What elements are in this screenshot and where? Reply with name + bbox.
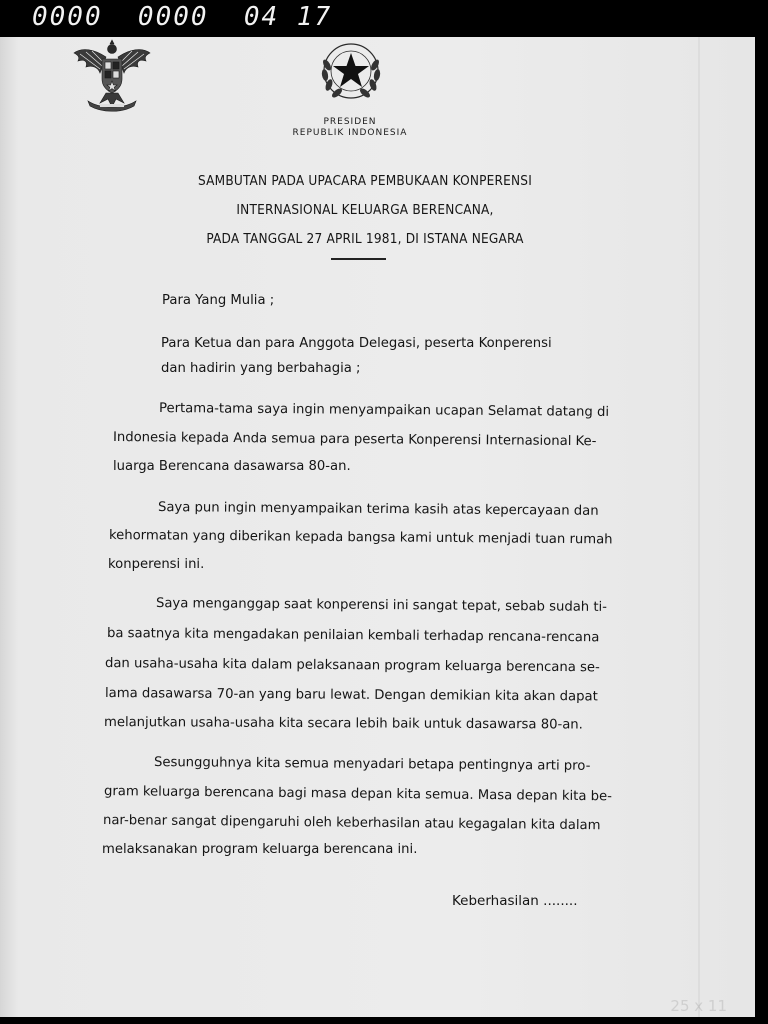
garuda-emblem-icon [70,39,154,113]
paragraph-3-line: melanjutkan usaha-usaha kita secara lebih baik untuk dasawarsa 80-an. [103,715,583,733]
paragraph-2-line: kehormatan yang diberikan kepada bangsa kami untuk menjadi tuan rumah [108,528,613,548]
paragraph-4-line: melaksanakan program keluarga berencana ini. [102,842,418,857]
paragraph-1-line: Pertama-tama saya ingin menyampaikan ucapan Selamat datang di [158,401,610,420]
salutation-line: Para Yang Mulia ; [162,293,275,308]
paragraph-4-line: gram keluarga berencana bagi masa depan kita semua. Masa depan kita be- [103,784,612,805]
seal-caption-republic: REPUBLIK INDONESIA [292,128,408,138]
paragraph-4-line: nar-benar sangat dipengaruhi oleh keberhasilan atau kegagalan kita dalam [102,813,601,834]
presidential-star-emblem-icon [307,39,395,105]
speech-title-line-1: SAMBUTAN PADA UPACARA PEMBUKAAN KONPERENSI [198,173,532,189]
paragraph-1-line: luarga Berencana dasawarsa 80-an. [113,459,351,474]
salutation-line: Para Ketua dan para Anggota Delegasi, peserta Konperensi [161,336,552,351]
speech-title-line-3: PADA TANGGAL 27 APRIL 1981, DI ISTANA NEGARA [206,231,524,247]
paragraph-1-line: Indonesia kepada Anda semua para peserta Konperensi Internasional Ke- [112,430,597,450]
page-continuation-catchword: Keberhasilan ........ [452,893,578,909]
paragraph-2-line: Saya pun ingin menyampaikan terima kasih atas kepercayaan dan [157,500,599,519]
paragraph-3-line: lama dasawarsa 70-an yang baru lewat. Dengan demikian kita akan dapat [104,686,598,705]
paragraph-2-line: konperensi ini. [108,557,205,572]
faint-frame-mark: 25 x 11 [670,997,727,1015]
title-underline-rule [331,258,386,260]
paragraph-3-line: Saya menganggap saat konperensi ini sangat tepat, sebab sudah ti- [155,596,608,615]
paragraph-4-line: Sesungguhnya kita semua menyadari betapa pentingnya arti pro- [153,755,591,774]
salutation-line: dan hadirin yang berbahagia ; [161,361,361,376]
speech-title-line-2: INTERNASIONAL KELUARGA BERENCANA, [236,202,494,218]
paragraph-3-line: dan usaha-usaha kita dalam pelaksanaan program keluarga berencana se- [104,656,600,676]
microfilm-frame-counter: 0000 0000 04 17 [32,2,333,32]
seal-caption-president: PRESIDEN [323,117,377,127]
document-page [0,37,755,1017]
paragraph-3-line: ba saatnya kita mengadakan penilaian kembali terhadap rencana-rencana [106,626,600,646]
